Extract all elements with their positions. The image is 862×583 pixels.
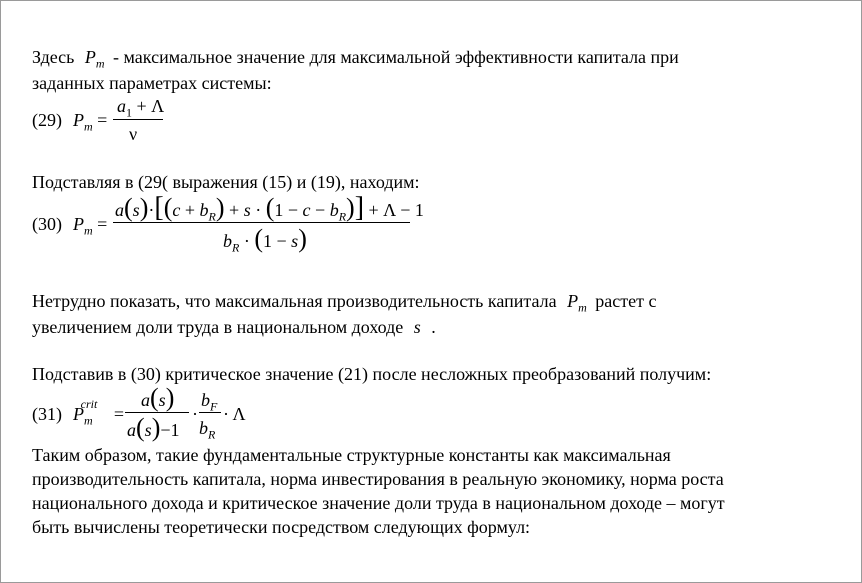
math-s: s	[413, 317, 421, 337]
para1-line2: заданных параметрах системы:	[32, 73, 272, 93]
para3-line1-start: Нетрудно показать, что максимальная производительность капитала	[32, 291, 557, 311]
eq31-frac2-numerator: $b_F$	[201, 390, 218, 414]
eq31-frac2-bar	[199, 412, 221, 413]
eq29-numerator: $a_1 + \Lambda$	[117, 96, 165, 120]
eq31-lhs: $P_m^{crit}$ =	[73, 397, 124, 428]
eq30-numerator: $a(s)\cdot[(c + b_R) + s \cdot (1 - c - b_R)] + \Lambda - 1$	[115, 192, 424, 224]
para5-line: Таким образом, такие фундаментальные структурные константы как максимальная	[32, 445, 671, 465]
para3-line2	[32, 316, 436, 338]
para5-line: быть вычислены теоретически посредством следующих формул:	[32, 517, 531, 537]
para3-line1	[32, 290, 656, 319]
para1-line1	[32, 46, 679, 75]
eq31-frac1-numerator: a(s)	[141, 383, 175, 412]
eq29-label: (29)	[32, 110, 62, 130]
para2-line: Подставляя в (29( выражения (15) и (19), находим:	[32, 172, 420, 192]
eq29-fraction-bar	[113, 119, 163, 120]
para3-line2-start: увеличением доли труда в национальном доходе	[32, 317, 404, 337]
para5-line: производительность капитала, норма инвестирования в реальную экономику, норма роста	[32, 469, 724, 489]
eq31-frac2-denominator: $b_R$	[199, 418, 216, 442]
para4-line: Подставив в (30) критическое значение (21) после несложных преобразований получим:	[32, 364, 712, 384]
para1-line1-end: - максимальное значение для максимальной эффективности капитала при	[113, 47, 679, 67]
eq31-dot: ·	[192, 404, 198, 424]
math-pm: $P_m$	[567, 291, 587, 315]
eq30-label: (30)	[32, 214, 62, 234]
eq31-tail: · Λ	[223, 404, 246, 424]
para3-line1-end: растет с	[595, 291, 657, 311]
eq29-lhs: $P_m$ =	[73, 110, 108, 134]
eq30-lhs: $P_m$ =	[73, 214, 108, 238]
para1-line1-start: Здесь	[32, 47, 75, 67]
eq31-frac1-denominator: a(s)−1	[127, 413, 180, 442]
para5-line: национального дохода и критическое значение доли труда в национальном доходе – могут	[32, 493, 725, 513]
para3-line2-end: .	[431, 317, 436, 337]
eq31-label: (31)	[32, 404, 62, 424]
eq29-denominator: ν	[129, 124, 138, 144]
eq30-fraction-bar	[113, 222, 410, 223]
eq30-denominator: $b_R \cdot (1 - s)$	[223, 224, 307, 255]
math-pm: $P_m$	[84, 47, 105, 71]
